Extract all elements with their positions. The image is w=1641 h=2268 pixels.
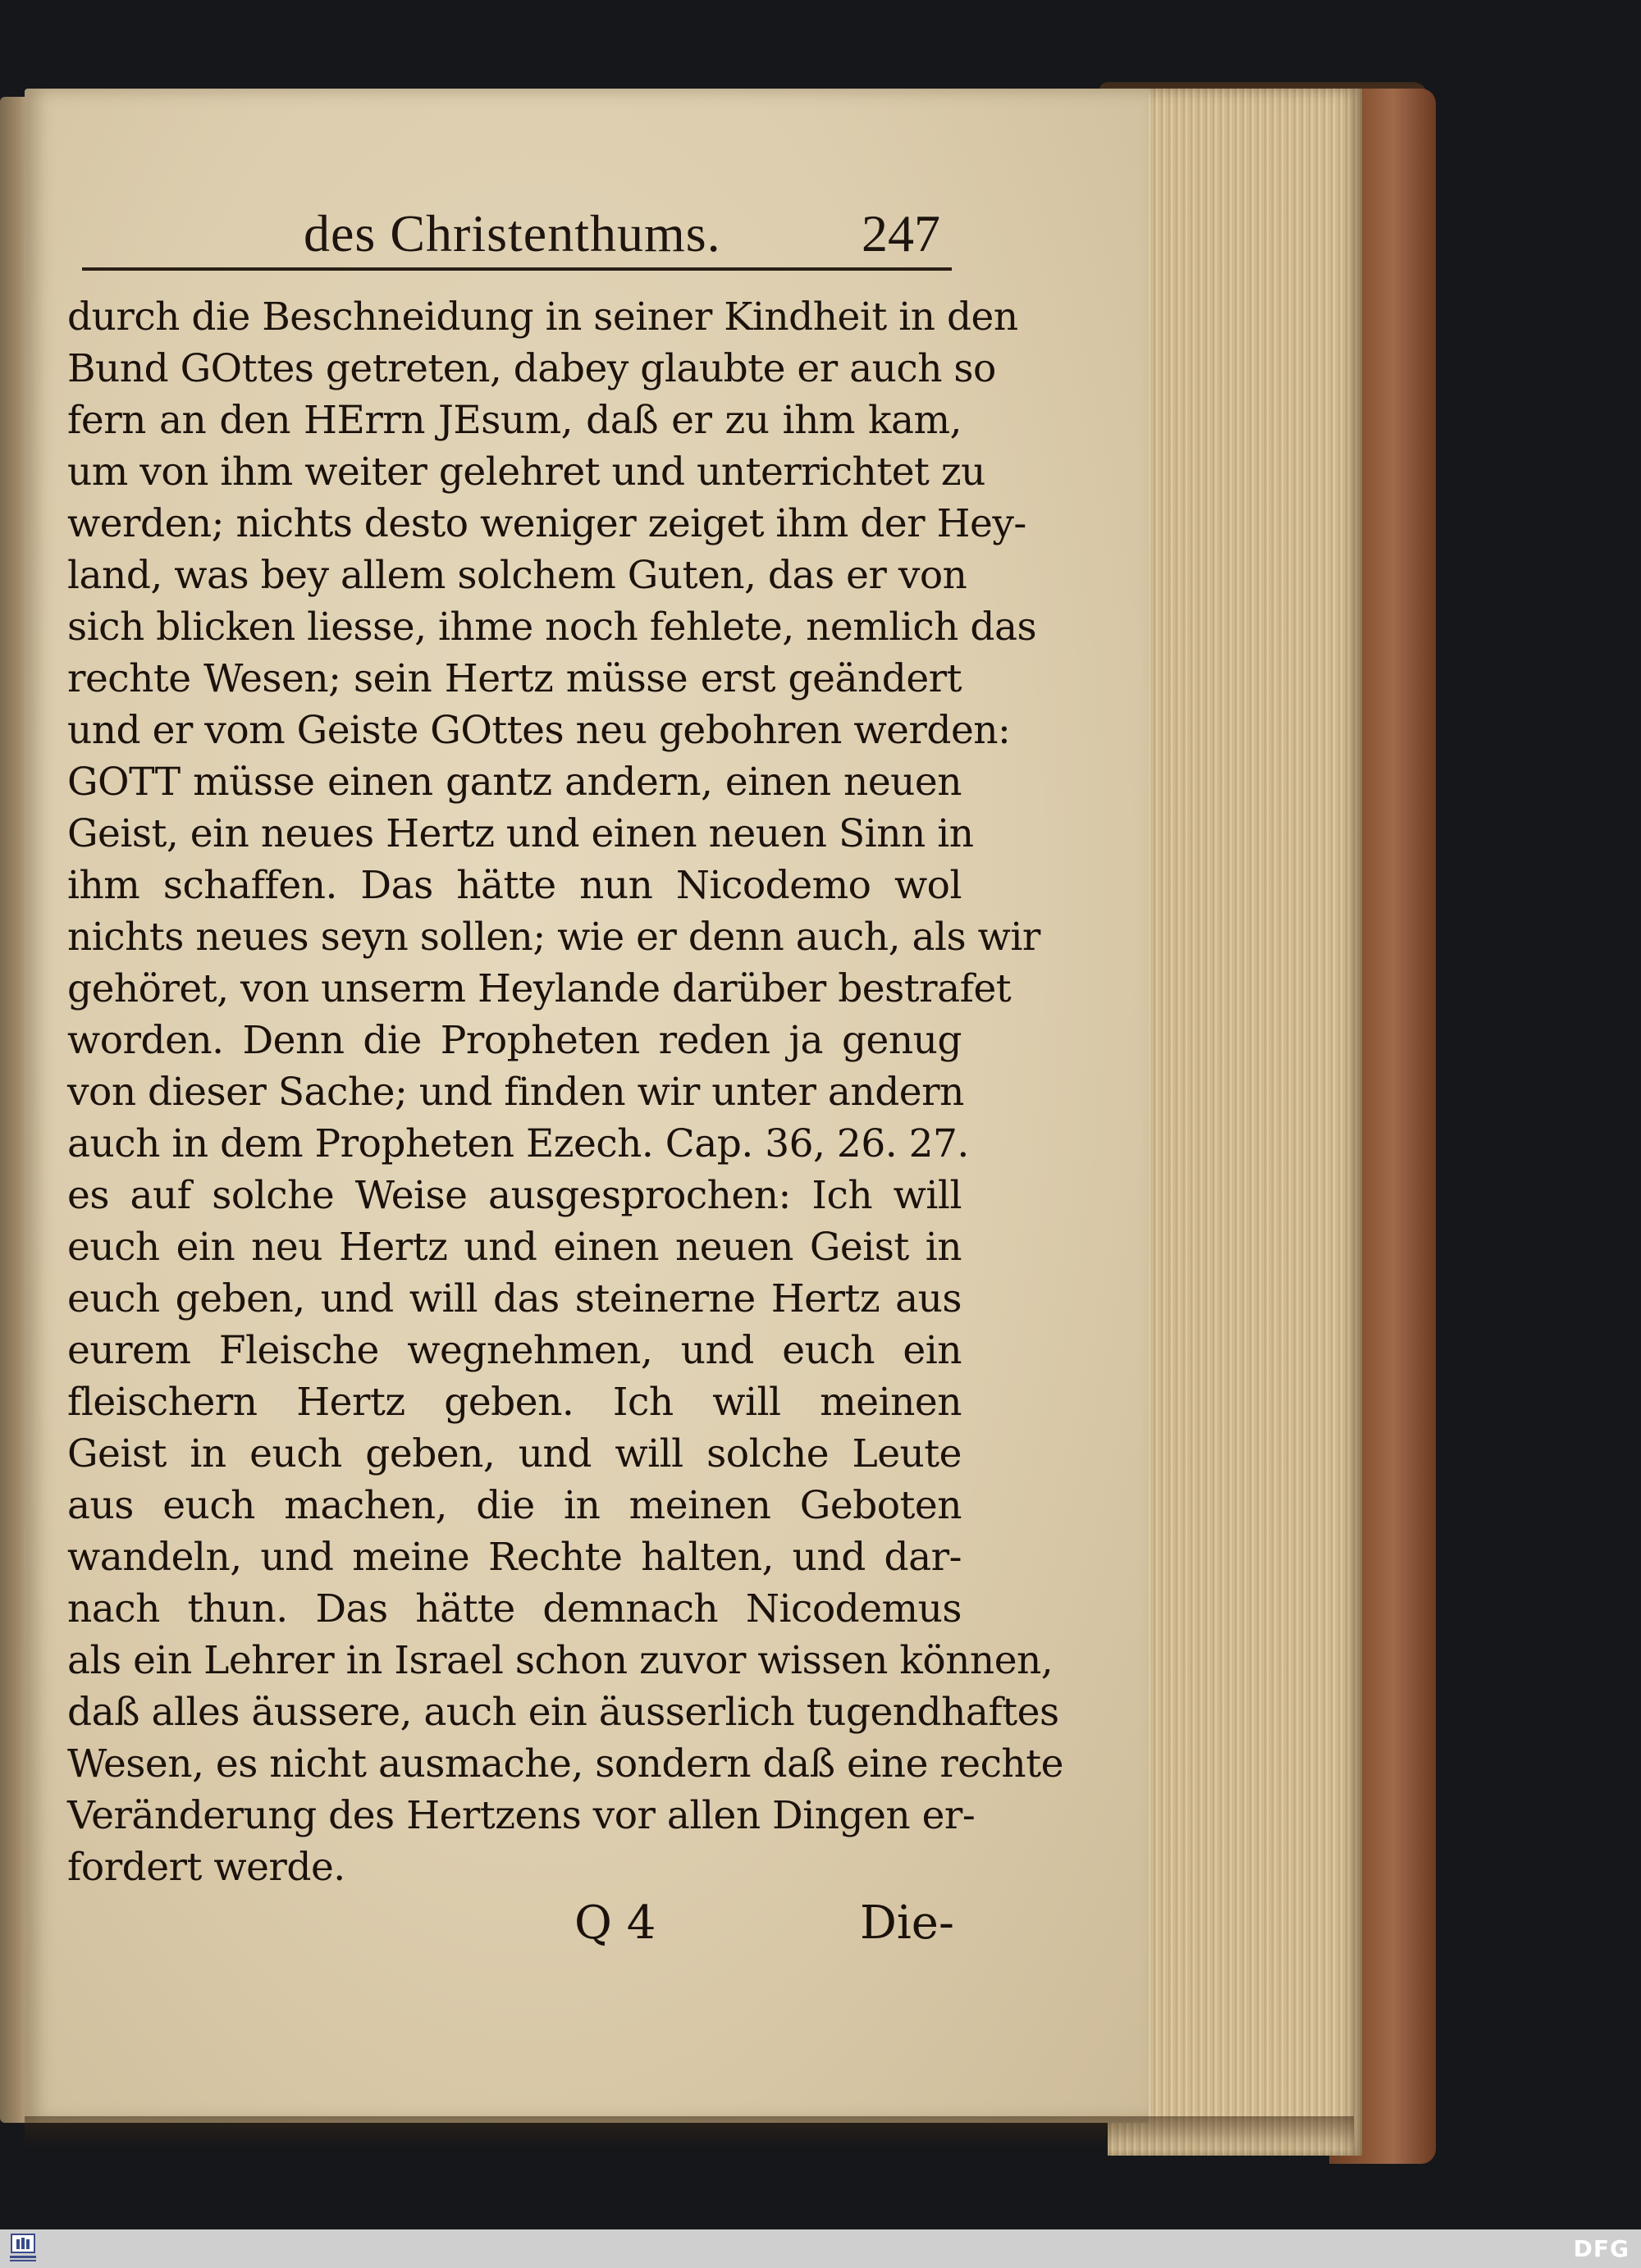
text-line: euch ein neu Hertz und einen neuen Geist in — [67, 1225, 962, 1270]
text-line: fleischern Hertz geben. Ich will meinen — [67, 1380, 962, 1425]
text-line: worden. Denn die Propheten reden ja genug — [67, 1018, 962, 1063]
text-line: von dieser Sache; und finden wir unter andern — [67, 1070, 964, 1115]
signature-mark: Q 4 — [574, 1896, 656, 1950]
page-number: 247 — [862, 204, 940, 262]
text-line: es auf solche Weise ausgesprochen: Ich will — [67, 1173, 962, 1218]
running-head — [66, 195, 968, 269]
text-line: eurem Fleische wegnehmen, und euch ein — [67, 1328, 962, 1373]
body-text — [67, 291, 1063, 1893]
page-shadow — [25, 2116, 1354, 2149]
text-line: Veränderung des Hertzens vor allen Dingen er- — [67, 1793, 976, 1838]
text-line: aus euch machen, die in meinen Geboten — [67, 1483, 962, 1528]
text-line: ihm schaffen. Das hätte nun Nicodemo wol — [67, 863, 962, 908]
text-line: daß alles äussere, auch ein äusserlich tugendhaftes — [67, 1690, 1059, 1735]
catchword: Die- — [860, 1896, 954, 1950]
text-line: euch geben, und will das steinerne Hertz aus — [67, 1276, 962, 1321]
viewer-bottom-bar — [0, 2229, 1641, 2268]
text-line: nichts neues seyn sollen; wie er denn auch, als wir — [67, 915, 1040, 960]
text-line: land, was bey allem solchem Guten, das er von — [67, 553, 967, 598]
header-rule — [82, 267, 952, 271]
text-line: als ein Lehrer in Israel schon zuvor wissen können, — [67, 1638, 1054, 1683]
text-line: gehöret, von unserm Heylande darüber bestrafet — [67, 966, 1012, 1011]
text-line: werden; nichts desto weniger zeiget ihm der Hey- — [67, 501, 1026, 546]
text-line: Geist in euch geben, und will solche Leute — [67, 1431, 962, 1476]
text-line: durch die Beschneidung in seiner Kindheit in den — [67, 294, 1018, 340]
library-logo-icon — [7, 2233, 39, 2264]
text-line: fern an den HErrn JEsum, daß er zu ihm kam, — [67, 398, 962, 443]
text-line: um von ihm weiter gelehret und unterrichtet zu — [67, 449, 985, 495]
text-line: sich blicken liesse, ihme noch fehlete, nemlich das — [67, 605, 1037, 650]
text-line: Wesen, es nicht ausmache, sondern daß eine rechte — [67, 1741, 1063, 1787]
text-line: fordert werde. — [67, 1845, 345, 1890]
text-line: Geist, ein neues Hertz und einen neuen Sinn in — [67, 811, 974, 856]
text-line: auch in dem Propheten Ezech. Cap. 36, 26. 27. — [67, 1121, 969, 1166]
text-line: und er vom Geiste GOttes neu gebohren werden: — [67, 708, 1011, 753]
text-line: GOTT müsse einen gantz andern, einen neuen — [67, 760, 962, 805]
text-line: Bund GOttes getreten, dabey glaubte er auch so — [67, 346, 996, 391]
text-line: rechte Wesen; sein Hertz müsse erst geändert — [67, 656, 962, 701]
dfg-logo: DFG — [1573, 2235, 1630, 2262]
text-line: nach thun. Das hätte demnach Nicodemus — [67, 1586, 962, 1631]
running-title: des Christenthums. — [304, 204, 721, 262]
text-line: wandeln, und meine Rechte halten, und dar- — [67, 1535, 962, 1580]
